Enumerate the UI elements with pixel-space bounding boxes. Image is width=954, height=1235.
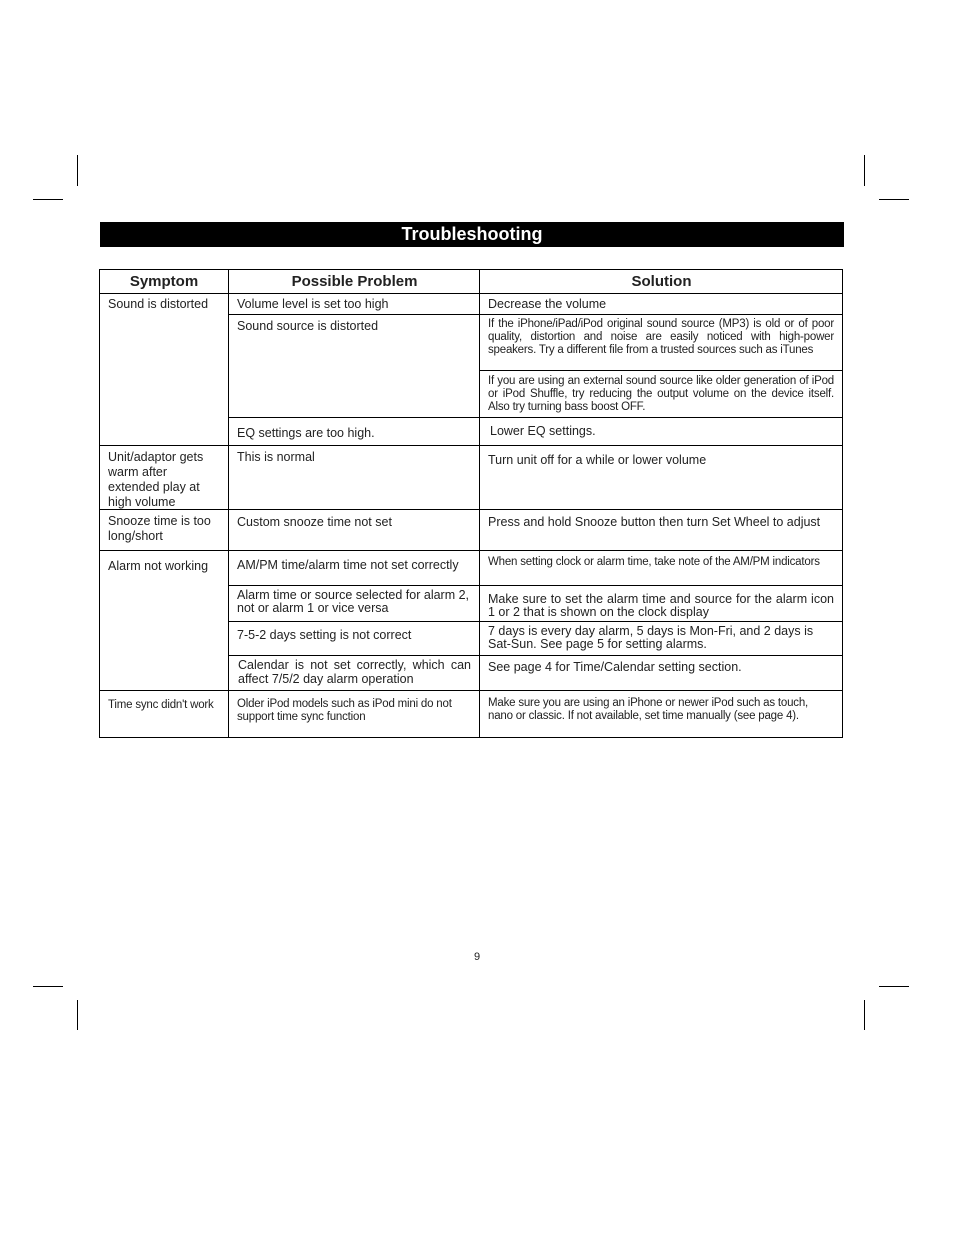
problem-custom-snooze: Custom snooze time not set (237, 515, 392, 529)
problem-normal: This is normal (237, 450, 315, 464)
solution-lower-eq: Lower EQ settings. (490, 424, 596, 438)
crop-mark-bottom-right-v (864, 1000, 865, 1030)
sub-row-divider (229, 655, 843, 656)
header-divider (99, 293, 843, 294)
crop-mark-top-right-h (879, 199, 909, 200)
symptom-sound-distorted: Sound is distorted (108, 297, 209, 311)
sub-row-divider (229, 417, 843, 418)
solution-press-snooze: Press and hold Snooze button then turn Set Wheel to adjust (488, 515, 821, 529)
solution-divider (480, 370, 843, 371)
symptom-time-sync: Time sync didn't work (108, 699, 214, 711)
sub-row-divider (229, 314, 843, 315)
crop-mark-bottom-left-v (77, 1000, 78, 1030)
solution-see-page-4: See page 4 for Time/Calendar setting section. (488, 660, 742, 674)
problem-older-ipod: Older iPod models such as iPod mini do not support time sync function (237, 698, 452, 723)
problem-alarm-source: Alarm time or source selected for alarm 2, not or alarm 1 or vice versa (237, 588, 470, 615)
problem-days-setting: 7-5-2 days setting is not correct (237, 628, 412, 642)
problem-eq-too-high: EQ settings are too high. (237, 426, 375, 440)
table-border-right (842, 269, 843, 738)
sub-row-divider (229, 585, 843, 586)
header-symptom: Symptom (129, 273, 199, 290)
header-solution: Solution (631, 273, 692, 290)
crop-mark-bottom-right-h (879, 986, 909, 987)
row-divider (99, 690, 843, 691)
symptom-alarm-not-working: Alarm not working (108, 559, 209, 573)
solution-set-alarm-icon: Make sure to set the alarm time and source for the alarm icon 1 or 2 that is shown on the clock display (488, 592, 834, 619)
solution-try-different-file: If the iPhone/iPad/iPod original sound source (MP3) is old or of poor quality, distortion and noise are easily noticed with high-power speakers. Try a different file from a trusted sources such as iTunes (488, 318, 834, 356)
row-divider (99, 550, 843, 551)
solution-use-iphone: Make sure you are using an iPhone or newer iPod such as touch, nano or classic. If not available, set time manually (see page 4). (488, 697, 809, 722)
problem-calendar-not-set: Calendar is not set correctly, which can affect 7/5/2 day alarm operation (238, 658, 471, 686)
crop-mark-bottom-left-h (33, 986, 63, 987)
problem-ampm-not-set: AM/PM time/alarm time not set correctly (237, 558, 459, 572)
solution-reduce-output-volume: If you are using an external sound source like older generation of iPod or iPod Shuffle, try reducing the output volume on the device itself. Also try turning bass boost OFF. (488, 375, 834, 413)
table-border-bottom (99, 737, 843, 738)
column-divider-1 (228, 269, 229, 738)
crop-mark-top-right-v (864, 155, 865, 186)
table-border-top (99, 269, 843, 270)
solution-note-ampm: When setting clock or alarm time, take note of the AM/PM indicators (488, 556, 820, 568)
problem-volume-too-high: Volume level is set too high (237, 297, 389, 311)
problem-source-distorted: Sound source is distorted (237, 319, 379, 333)
solution-turn-off: Turn unit off for a while or lower volume (488, 453, 707, 467)
crop-mark-top-left-v (77, 155, 78, 186)
page-number: 9 (473, 951, 481, 963)
row-divider (99, 445, 843, 446)
troubleshooting-table (99, 269, 843, 738)
symptom-snooze-time: Snooze time is too long/short (108, 514, 211, 543)
sub-row-divider (229, 621, 843, 622)
solution-days-explained: 7 days is every day alarm, 5 days is Mon-Fri, and 2 days is Sat-Sun. See page 5 for setting alarms. (488, 624, 814, 651)
symptom-unit-warm: Unit/adaptor gets warm after extended play at high volume (108, 450, 204, 509)
solution-decrease-volume: Decrease the volume (488, 297, 607, 311)
page-title: Troubleshooting (100, 222, 844, 247)
header-possible-problem: Possible Problem (291, 273, 418, 290)
crop-mark-top-left-h (33, 199, 63, 200)
